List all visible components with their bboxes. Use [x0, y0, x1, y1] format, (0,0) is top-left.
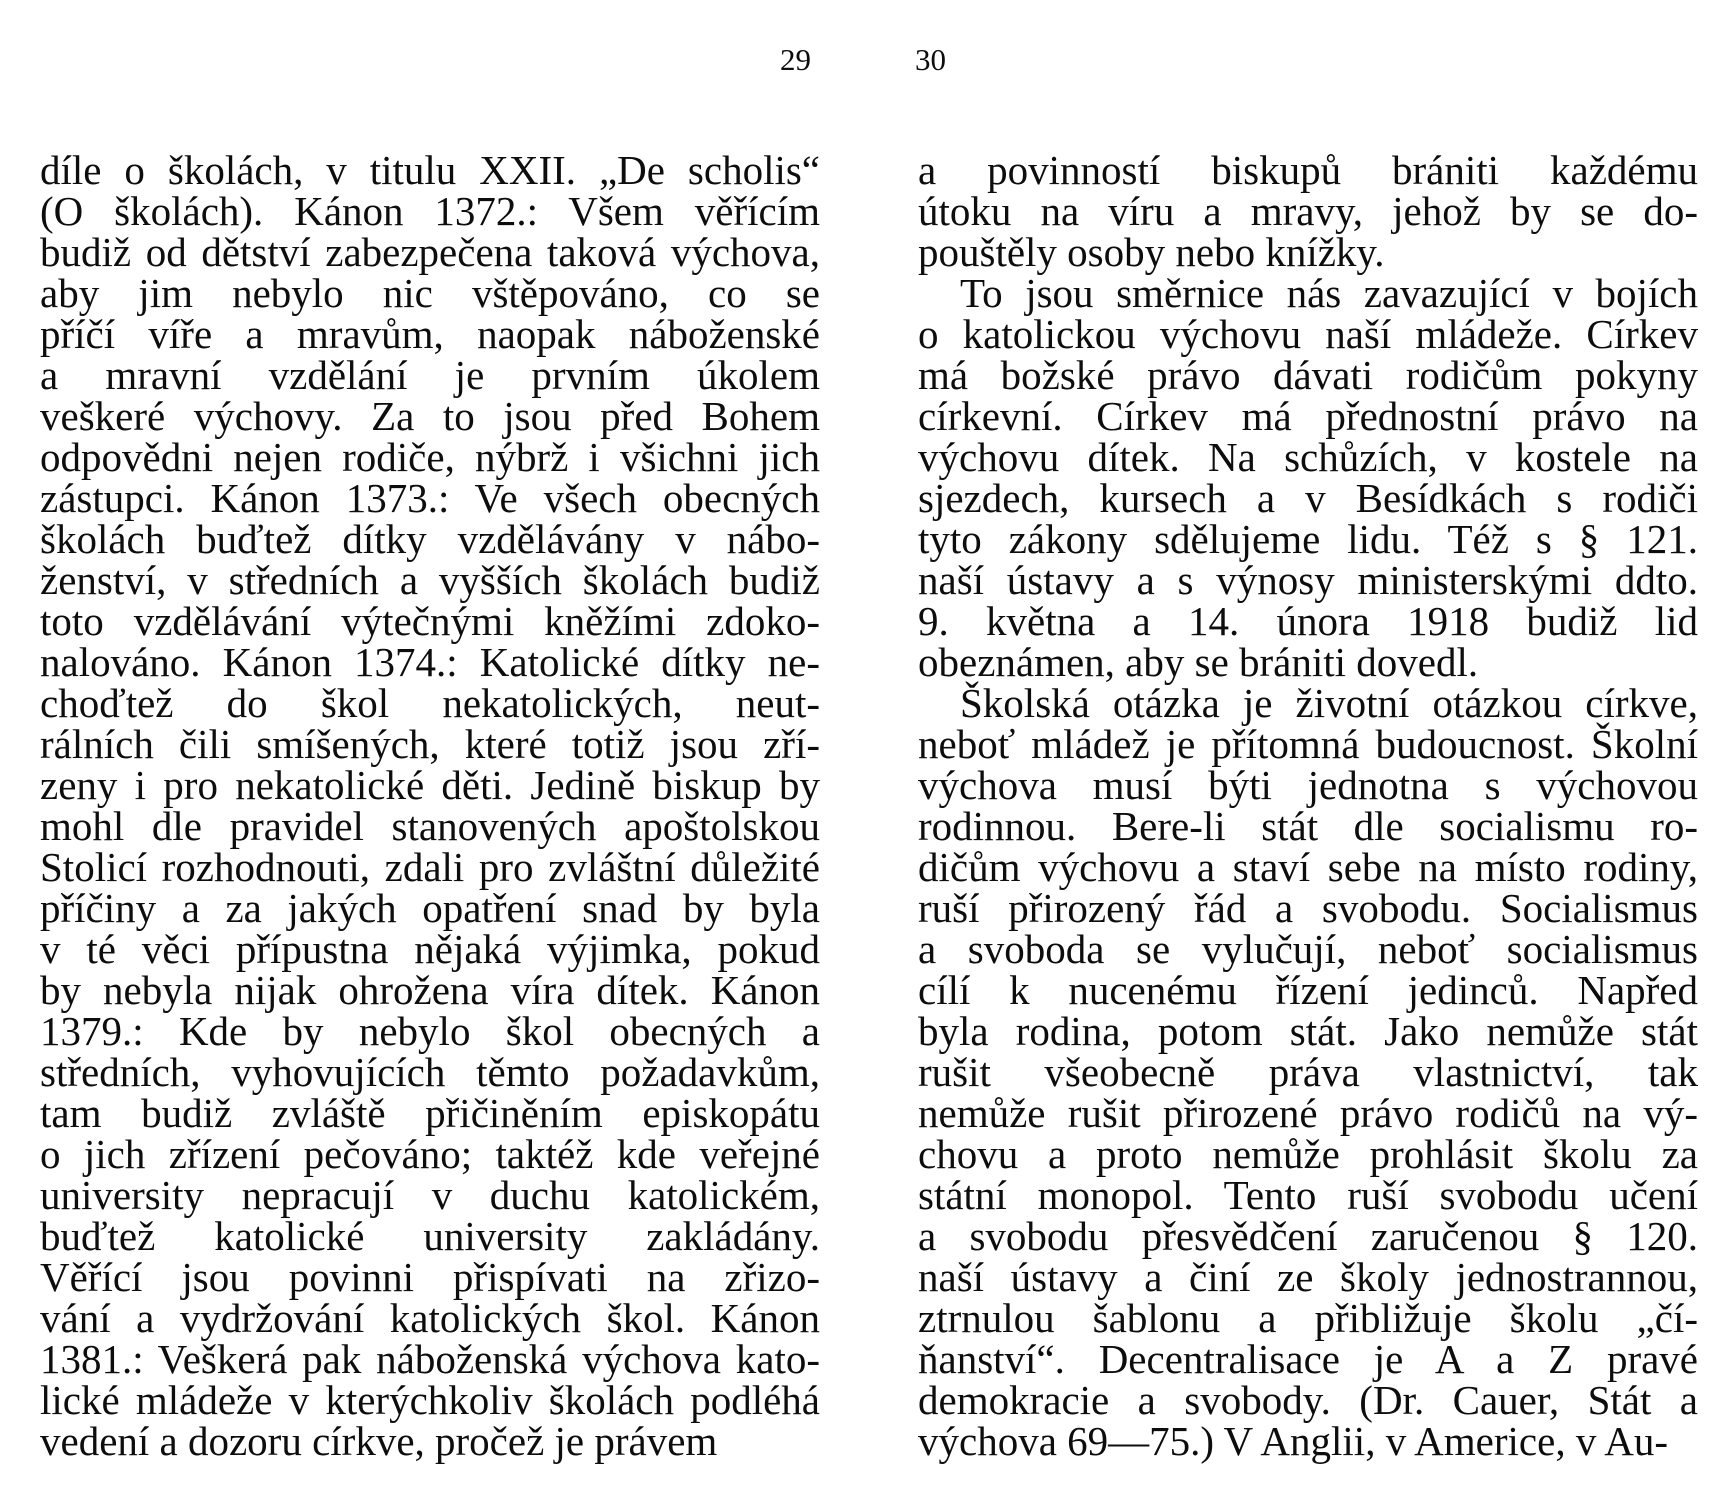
text-line: vání a vydržování katolických škol. Kánon [40, 1295, 820, 1341]
text-line: ňanství“. Decentralisace je A a Z pravé [918, 1336, 1698, 1382]
text-line: naší ústavy a činí ze školy jednostrannou, [918, 1254, 1698, 1300]
text-line: a mravní vzdělání je prvním úkolem [40, 352, 820, 398]
text-line: výchova musí býti jednotna s výchovou [918, 762, 1698, 808]
page-number-left: 29 [780, 42, 811, 77]
text-line: (O školách). Kánon 1372.: Všem věřícím [40, 188, 820, 234]
text-line: buďtež katolické university zakládány. [40, 1213, 820, 1259]
text-line: církevní. Církev má přednostní právo na [918, 393, 1698, 439]
text-line: veškeré výchovy. Za to jsou před Bohem [40, 393, 820, 439]
text-line: budiž od dětství zabezpečena taková výchova, [40, 229, 820, 275]
text-line: byla rodina, potom stát. Jako nemůže stát [918, 1008, 1698, 1054]
text-line: dičům výchovu a staví sebe na místo rodiny, [918, 844, 1698, 890]
text-line: v té věci přípustna nějaká výjimka, pokud [40, 926, 820, 972]
text-line: ruší přirozený řád a svobodu. Socialismus [918, 885, 1698, 931]
text-line: by nebyla nijak ohrožena víra dítek. Kánon [40, 967, 820, 1013]
text-line: útoku na víru a mravy, jehož by se do- [918, 188, 1698, 234]
text-line: pouštěly osoby nebo knížky. [918, 229, 1385, 275]
text-line: neboť mládež je přítomná budoucnost. Školní [918, 721, 1698, 767]
text-line: rušit všeobecně práva vlastnictví, tak [918, 1049, 1698, 1095]
text-line: středních, vyhovujících těmto požadavkům, [40, 1049, 820, 1095]
text-line: rodinnou. Bere-li stát dle socialismu ro- [918, 803, 1698, 849]
text-line: tam budiž zvláště přičiněním episkopátu [40, 1090, 820, 1136]
text-line: 1381.: Veškerá pak náboženská výchova kato- [40, 1336, 820, 1382]
text-line: university nepracují v duchu katolickém, [40, 1172, 820, 1218]
text-line: tyto zákony sdělujeme lidu. Též s § 121. [918, 516, 1698, 562]
text-line: zástupci. Kánon 1373.: Ve všech obecných [40, 475, 820, 521]
text-line: o katolickou výchovu naší mládeže. Církev [918, 311, 1698, 357]
text-line: rálních čili smíšených, které totiž jsou zří- [40, 721, 820, 767]
text-line: obeznámen, aby se brániti dovedl. [918, 639, 1479, 685]
text-line: mohl dle pravidel stanovených apoštolskou [40, 803, 820, 849]
text-line: Školská otázka je životní otázkou církve, [960, 680, 1698, 726]
right-page-text [918, 147, 1698, 1464]
text-line: nemůže rušit přirozené právo rodičů na vý- [918, 1090, 1698, 1136]
text-line: vedení a dozoru církve, pročež je právem [40, 1418, 718, 1464]
text-line: nalováno. Kánon 1374.: Katolické dítky ne- [40, 639, 820, 685]
text-line: výchovu dítek. Na schůzích, v kostele na [918, 434, 1698, 480]
text-line: ženství, v středních a vyšších školách budiž [40, 557, 820, 603]
text-line: příčí víře a mravům, naopak náboženské [40, 311, 820, 357]
text-line: toto vzdělávání výtečnými kněžími zdoko- [40, 598, 820, 644]
text-line: výchova 69—75.) V Anglii, v Americe, v Au- [918, 1418, 1669, 1464]
text-line: a svoboda se vylučují, neboť socialismus [918, 926, 1698, 972]
text-line: To jsou směrnice nás zavazující v bojích [960, 270, 1698, 316]
text-line: chovu a proto nemůže prohlásit školu za [918, 1131, 1698, 1177]
text-line: Stolicí rozhodnouti, zdali pro zvláštní důležité [40, 844, 820, 890]
text-line: cílí k nucenému řízení jedinců. Napřed [918, 967, 1698, 1013]
text-line: demokracie a svobody. (Dr. Cauer, Stát a [918, 1377, 1698, 1423]
text-line: 9. května a 14. února 1918 budiž lid [918, 598, 1698, 644]
text-line: zeny i pro nekatolické děti. Jedině biskup by [40, 762, 820, 808]
text-line: sjezdech, kursech a v Besídkách s rodiči [918, 475, 1698, 521]
text-line: lické mládeže v kterýchkoliv školách podléhá [40, 1377, 820, 1423]
text-line: odpovědni nejen rodiče, nýbrž i všichni jich [40, 434, 820, 480]
text-line: příčiny a za jakých opatření snad by byla [40, 885, 820, 931]
text-line: státní monopol. Tento ruší svobodu učení [918, 1172, 1698, 1218]
text-line: naší ústavy a s výnosy ministerskými ddto. [918, 557, 1698, 603]
text-line: díle o školách, v titulu XXII. „De scholis“ [40, 147, 820, 193]
text-line: školách buďtež dítky vzdělávány v nábo- [40, 516, 820, 562]
text-line: a svobodu přesvědčení zaručenou § 120. [918, 1213, 1698, 1259]
text-line: o jich zřízení pečováno; taktéž kde veřejné [40, 1131, 820, 1177]
text-line: a povinností biskupů brániti každému [918, 147, 1698, 193]
text-line: má božské právo dávati rodičům pokyny [918, 352, 1698, 398]
text-line: aby jim nebylo nic vštěpováno, co se [40, 270, 820, 316]
text-line: Věřící jsou povinni přispívati na zřizo- [40, 1254, 820, 1300]
text-line: 1379.: Kde by nebylo škol obecných a [40, 1008, 820, 1054]
text-line: choďtež do škol nekatolických, neut- [40, 680, 820, 726]
text-line: ztrnulou šablonu a přibližuje školu „čí- [918, 1295, 1698, 1341]
page-number-right: 30 [915, 42, 946, 77]
left-page-text [40, 147, 820, 1464]
